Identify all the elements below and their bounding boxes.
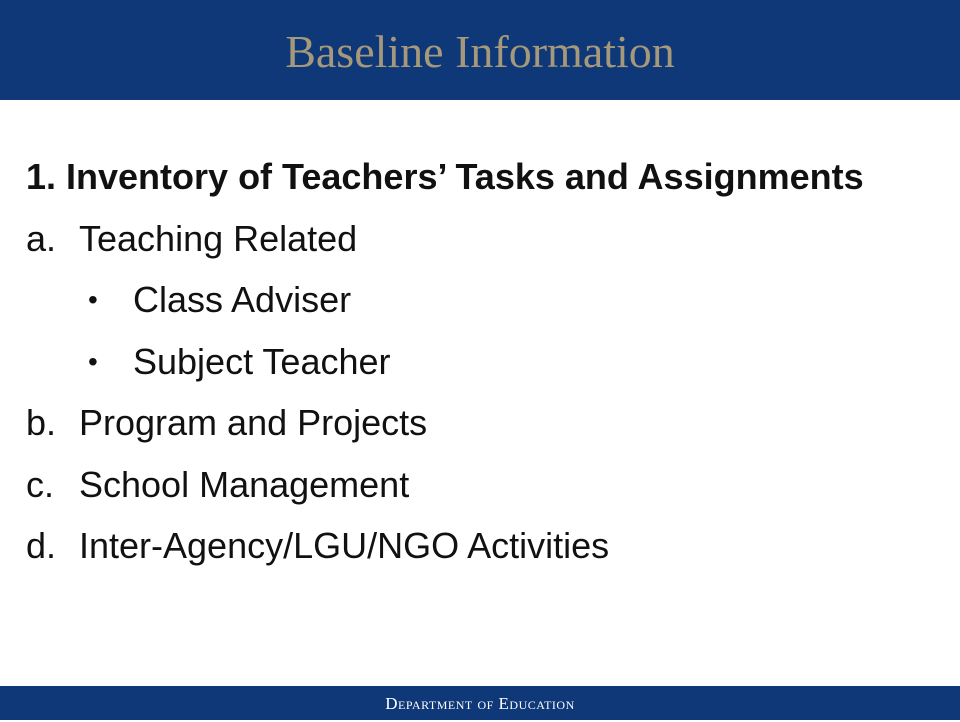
list-item-c [26, 454, 946, 516]
header-bar [0, 0, 960, 100]
section-heading: 1. Inventory of Teachers’ Tasks and Assignments [26, 156, 864, 197]
slide-title: Baseline Information [285, 26, 675, 77]
bullet-icon: • [88, 345, 98, 377]
list-item-label: Teaching Related [79, 217, 358, 259]
list-item-label: Program and Projects [79, 402, 428, 443]
list-marker: b. [26, 402, 57, 443]
sub-item-class-adviser [26, 269, 946, 331]
footer-bar [0, 686, 960, 720]
sub-item-label: Subject Teacher [133, 340, 391, 382]
list-marker: a. [26, 217, 57, 259]
list-marker: d. [26, 525, 57, 566]
footer-text: Department of Education [385, 694, 575, 713]
list-item-b [26, 392, 946, 454]
slide-content [26, 146, 946, 577]
sub-item-subject-teacher [26, 331, 946, 393]
bullet-icon: • [88, 284, 98, 315]
list-item-d [26, 515, 946, 577]
sub-item-label: Class Adviser [133, 279, 352, 320]
list-item-label: School Management [79, 463, 410, 505]
list-marker: c. [26, 463, 55, 505]
list-item-label: Inter-Agency/LGU/NGO Activities [79, 525, 610, 566]
list-item-a [26, 208, 946, 270]
